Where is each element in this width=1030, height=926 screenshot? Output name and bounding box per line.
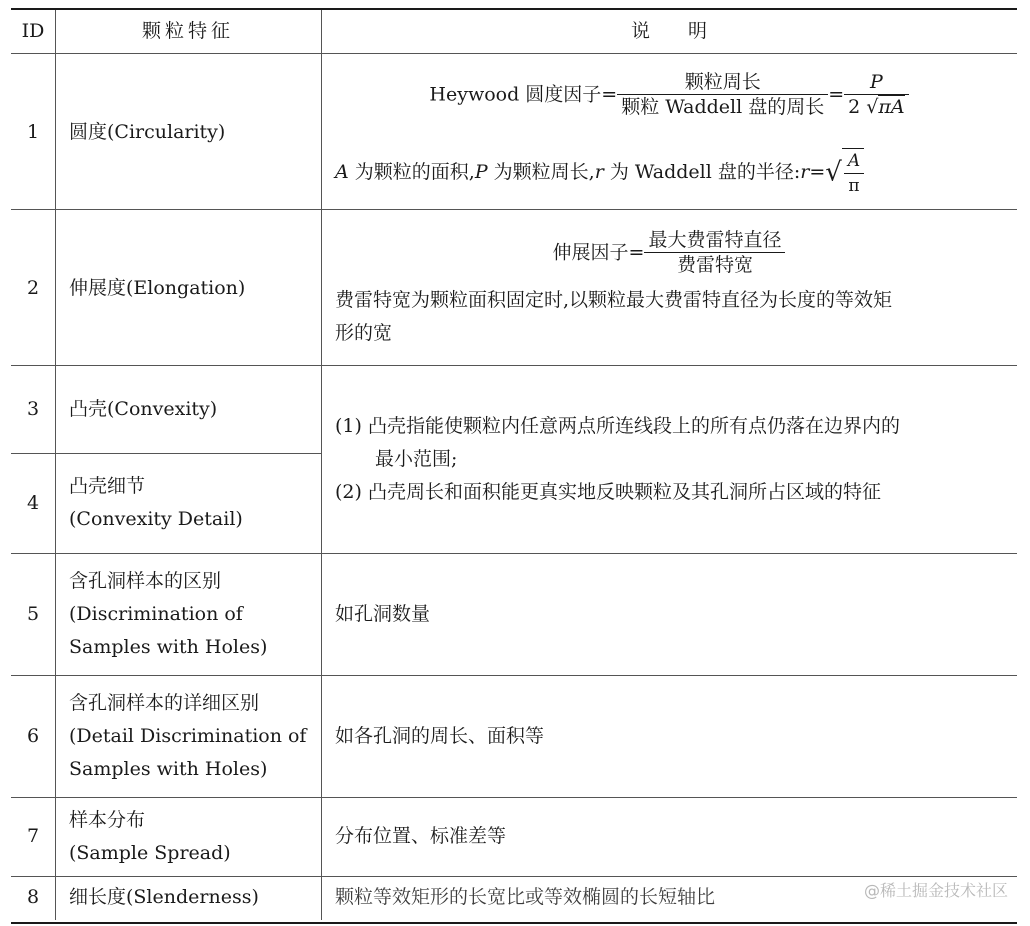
note-text-3: 为 Waddell 盘的半径:: [603, 161, 801, 183]
fraction-numerator: A: [847, 151, 861, 171]
header-description: 说 明: [630, 20, 707, 42]
fraction-numerator: P: [869, 71, 883, 93]
feature-name: 含孔洞样本的区别: [69, 570, 222, 592]
description-line: 费雷特宽为颗粒面积固定时,以颗粒最大费雷特直径为长度的等效矩: [335, 289, 893, 311]
feature-name-en: (Sample Spread): [69, 842, 231, 864]
row-id: 3: [26, 398, 40, 420]
header-feature: 颗粒特征: [141, 20, 234, 42]
col-divider-1: [55, 10, 56, 920]
formula-prefix: 伸展因子=: [552, 241, 645, 264]
row-rule-1: [11, 209, 1017, 210]
description-line: 颗粒等效矩形的长宽比或等效椭圆的长短轴比: [335, 886, 716, 908]
formula-equals: =: [828, 83, 845, 106]
row-rule-7: [11, 876, 1017, 877]
feature-name: 圆度(Circularity): [69, 121, 226, 143]
circularity-formula: [321, 70, 1017, 119]
feature-name: 伸展度(Elongation): [69, 277, 246, 299]
row-id: 1: [26, 121, 40, 143]
row-id: 6: [26, 725, 40, 747]
description-line: 分布位置、标准差等: [335, 825, 507, 847]
formula-prefix: Heywood 圆度因子=: [429, 83, 618, 106]
feature-name: 含孔洞样本的详细区别: [69, 692, 260, 714]
row-rule-3-partial: [11, 453, 321, 454]
feature-name-en: Samples with Holes): [69, 636, 268, 658]
col-divider-2: [321, 10, 322, 920]
feature-name-en: (Discrimination of: [69, 603, 243, 625]
radicand: πA: [878, 96, 905, 118]
feature-name: 凸壳(Convexity): [69, 398, 218, 420]
row-id: 2: [26, 277, 40, 299]
convexity-desc-2: (2) 凸壳周长和面积能更真实地反映颗粒及其孔洞所占区域的特征: [335, 481, 881, 503]
symbol-a: A: [335, 161, 349, 183]
fraction-denominator: 费雷特宽: [644, 252, 785, 277]
header-id: ID: [21, 20, 45, 42]
fraction-denominator: π: [844, 173, 864, 198]
row-id: 5: [26, 603, 40, 625]
row-rule-5: [11, 675, 1017, 676]
sqrt-a-over-pi: √ $\frac{A}{\pi}$: [825, 148, 864, 198]
row-id: 7: [26, 825, 40, 847]
fraction-numerator: 最大费雷特直径: [648, 229, 782, 251]
feature-name-en: (Detail Discrimination of: [69, 725, 307, 747]
convexity-desc-1: (1) 凸壳指能使颗粒内任意两点所连线段上的所有点仍落在边界内的: [335, 415, 900, 437]
feature-name: 凸壳细节: [69, 475, 146, 497]
description-line: 形的宽: [335, 322, 393, 344]
fraction-a-over-pi: [844, 149, 864, 198]
denominator-coef: 2: [848, 96, 861, 118]
feature-name-en: Samples with Holes): [69, 758, 268, 780]
description-line: 如各孔洞的周长、面积等: [335, 725, 545, 747]
note-text-2: 为颗粒周长,: [487, 161, 595, 183]
fraction-numerator: 颗粒周长: [684, 71, 761, 93]
header-rule: [11, 53, 1017, 54]
note-text-1: 为颗粒的面积,: [348, 161, 475, 183]
row-id: 4: [26, 492, 40, 514]
row-rule-6: [11, 797, 1017, 798]
particle-feature-table: [11, 8, 1017, 924]
row-rule-4: [11, 553, 1017, 554]
row-id: 8: [26, 886, 40, 908]
fraction-denominator: 2 √πA: [844, 94, 908, 119]
convexity-desc-1-cont: 最小范围;: [375, 448, 458, 470]
note-equals: =: [809, 161, 826, 183]
fraction-p-over-root: [844, 70, 908, 119]
elongation-formula: [321, 228, 1017, 277]
circularity-note: [335, 148, 1015, 198]
feature-name-en: (Convexity Detail): [69, 508, 243, 530]
symbol-r: r: [594, 161, 604, 183]
feature-name: 样本分布: [69, 809, 146, 831]
fraction-feret: [644, 228, 785, 277]
row-rule-2: [11, 365, 1017, 366]
fraction-perimeter: [617, 70, 828, 119]
symbol-p: P: [474, 161, 488, 183]
symbol-r: r: [800, 161, 810, 183]
description-line: 如孔洞数量: [335, 603, 431, 625]
fraction-denominator: 颗粒 Waddell 盘的周长: [617, 94, 828, 119]
feature-name: 细长度(Slenderness): [69, 886, 259, 908]
watermark: @稀土掘金技术社区: [863, 881, 1008, 900]
